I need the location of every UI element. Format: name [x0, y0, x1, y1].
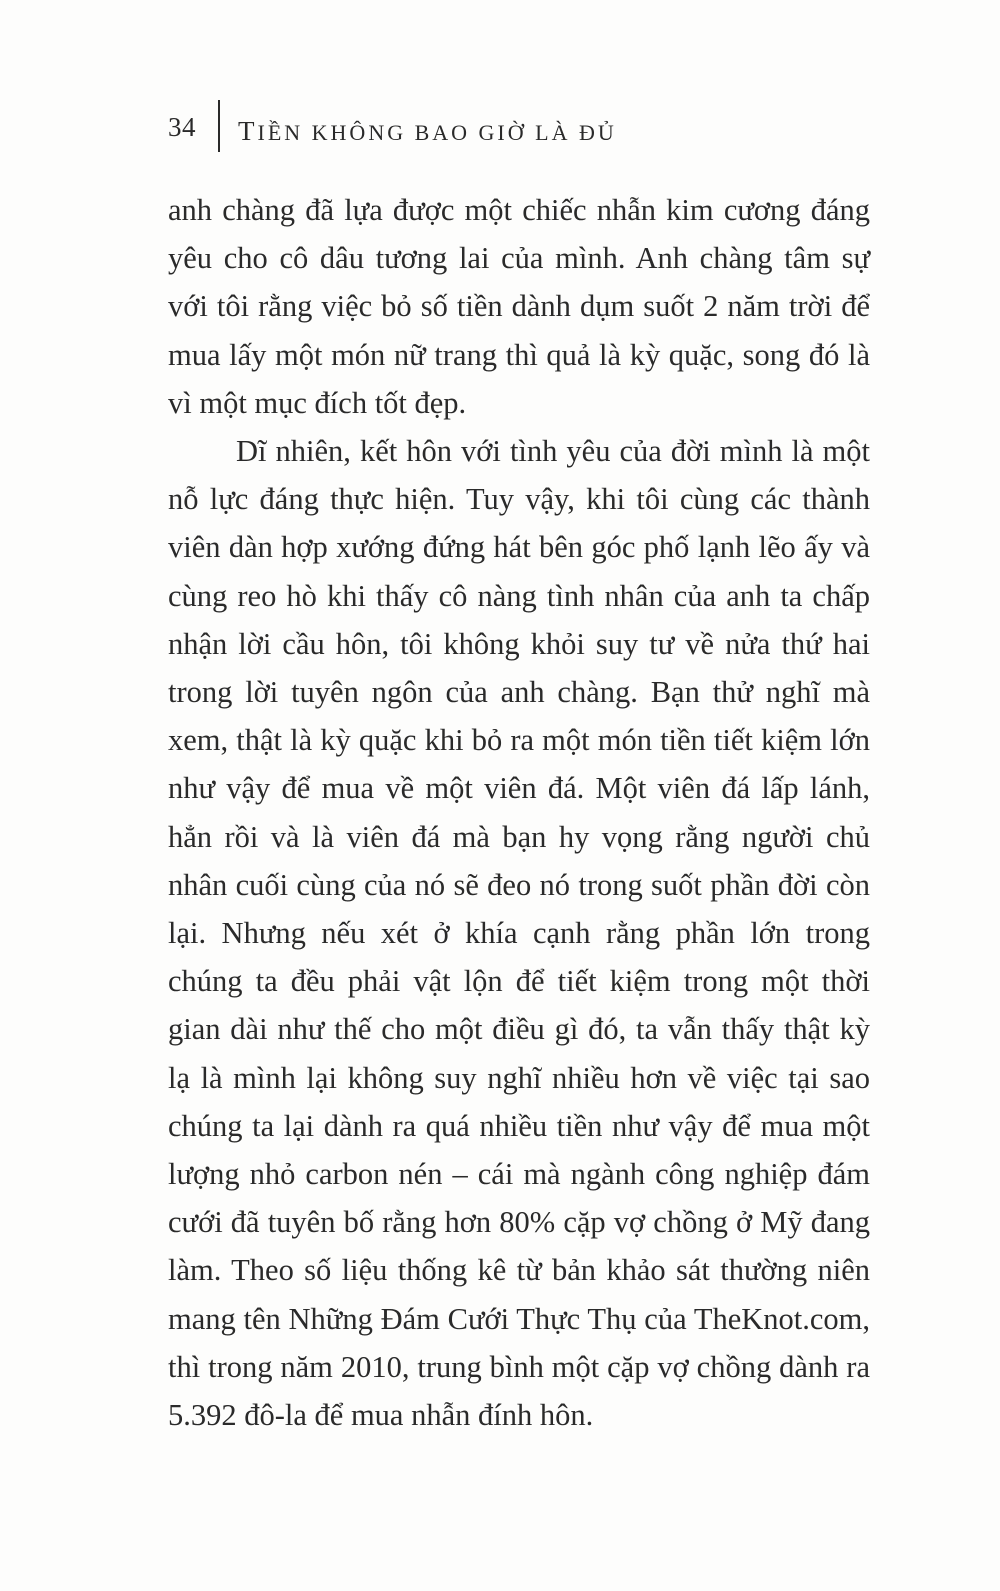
- paragraph: Dĩ nhiên, kết hôn với tình yêu của đời mình là một nỗ lực đáng thực hiện. Tuy vậy, khi tôi cùng các thành viên dàn hợp xướng đứng hát bên góc phố lạnh lẽo ấy và cùng reo hò khi thấy cô nàng tình nhân của anh ta chấp nhận lời cầu hôn, tôi không khỏi suy tư về nửa thứ hai trong lời tuyên ngôn của anh chàng. Bạn thử nghĩ mà xem, thật là kỳ quặc khi bỏ ra một món tiền tiết kiệm lớn như vậy để mua về một viên đá. Một viên đá lấp lánh, hẳn rồi và là viên đá mà bạn hy vọng rằng người chủ nhân cuối cùng của nó sẽ đeo nó trong suốt phần đời còn lại. Nhưng nếu xét ở khía cạnh rằng phần lớn trong chúng ta đều phải vật lộn để tiết kiệm trong một thời gian dài như thế cho một điều gì đó, ta vẫn thấy thật kỳ lạ là mình lại không suy nghĩ nhiều hơn về việc tại sao chúng ta lại dành ra quá nhiều tiền như vậy để mua một lượng nhỏ carbon nén – cái mà ngành công nghiệp đám cưới đã tuyên bố rằng hơn 80% cặp vợ chồng ở Mỹ đang làm. Theo số liệu thống kê từ bản khảo sát thường niên mang tên Những Đám Cưới Thực Thụ của TheKnot.com, thì trong năm 2010, trung bình một cặp vợ chồng dành ra 5.392 đô-la để mua nhẫn đính hôn.: [168, 434, 870, 1433]
- running-head: [168, 100, 617, 156]
- header-divider: [218, 100, 220, 152]
- page-number: 34: [168, 112, 196, 142]
- body-text: [168, 186, 870, 1439]
- running-title: TIỀN KHÔNG BAO GIỜ LÀ ĐỦ: [238, 116, 617, 146]
- paragraph-continued: anh chàng đã lựa được một chiếc nhẫn kim cương đáng yêu cho cô dâu tương lai của mình. Anh chàng tâm sự với tôi rằng việc bỏ số tiền dành dụm suốt 2 năm trời để mua lấy một món nữ trang thì quả là kỳ quặc, song đó là vì một mục đích tốt đẹp.: [168, 193, 870, 420]
